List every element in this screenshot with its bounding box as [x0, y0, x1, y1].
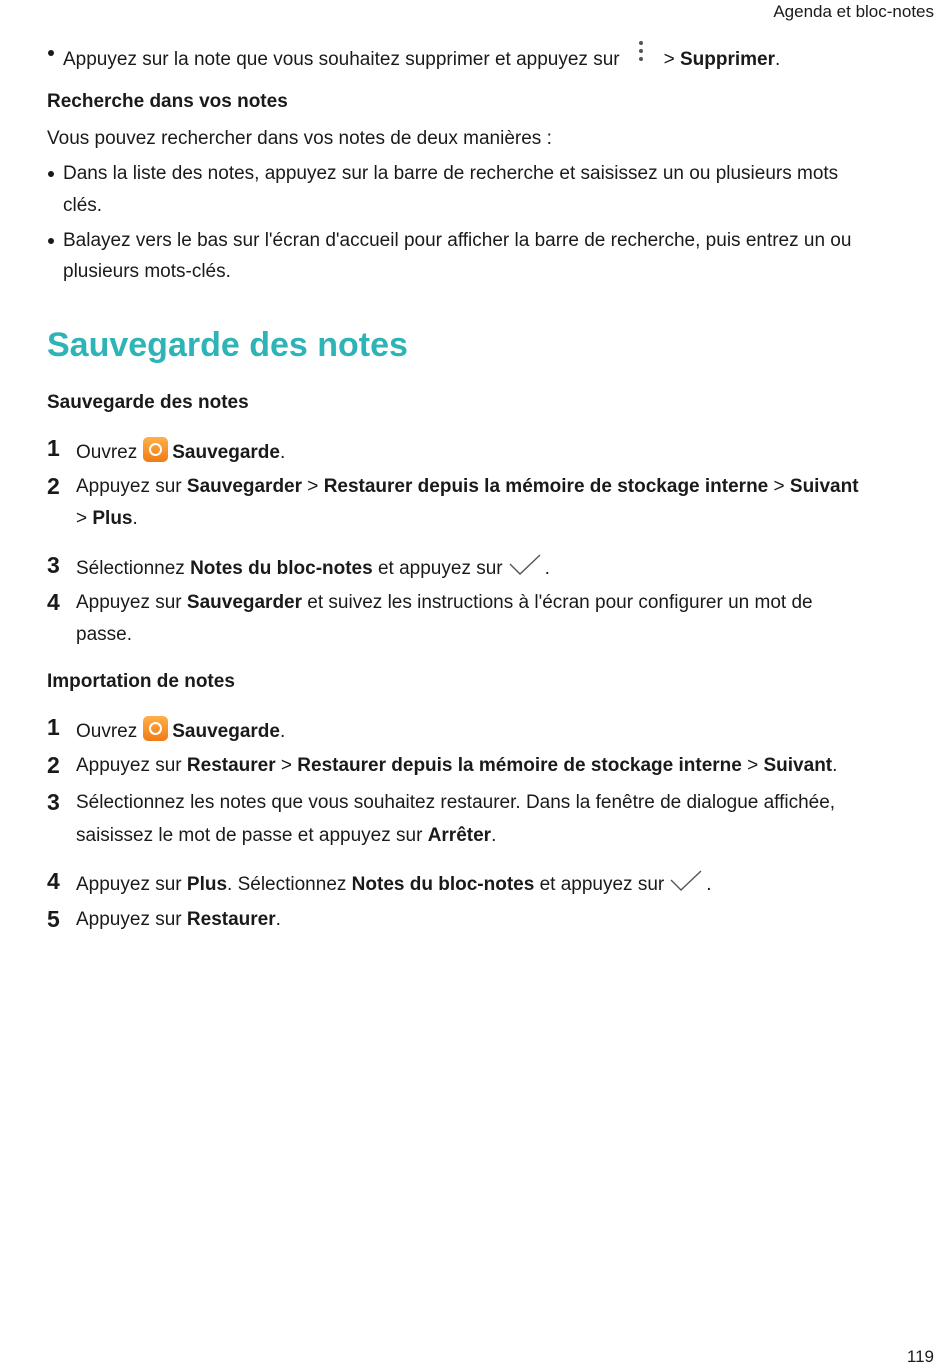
bullet-dot — [48, 50, 54, 56]
search-intro: Vous pouvez rechercher dans vos notes de deux manières : — [47, 128, 552, 149]
checkmark-icon — [509, 554, 541, 576]
section-title: Sauvegarde des notes — [47, 326, 408, 364]
import-step-1-number: 1 — [47, 714, 60, 740]
import-step-5: Appuyez sur Restaurer. — [76, 909, 281, 930]
import-step-3-number: 3 — [47, 789, 60, 815]
search-bullet-2-line-2: plusieurs mots-clés. — [63, 261, 231, 282]
backup-app-icon — [143, 716, 168, 741]
backup-step-4-line-2: passe. — [76, 624, 132, 645]
search-heading: Recherche dans vos notes — [47, 91, 288, 112]
delete-note-instruction: Appuyez sur la note que vous souhaitez supprimer et appuyez sur > Supprimer. — [63, 41, 780, 72]
backup-step-2-number: 2 — [47, 473, 60, 499]
page-number: 119 — [906, 1347, 934, 1366]
import-step-3-line-1: Sélectionnez les notes que vous souhaitez restaurer. Dans la fenêtre de dialogue affichée, — [76, 792, 836, 813]
more-vertical-icon — [636, 41, 646, 67]
delete-action-label: Supprimer — [679, 49, 776, 70]
search-bullet-2-line-1: Balayez vers le bas sur l'écran d'accueil pour afficher la barre de recherche, puis entrez un ou — [63, 230, 852, 251]
backup-step-2-line-2: > Plus. — [76, 508, 138, 529]
backup-step-1-number: 1 — [47, 435, 60, 461]
backup-step-3: Sélectionnez Notes du bloc-notes et appuyez sur . — [76, 554, 550, 581]
backup-heading: Sauvegarde des notes — [47, 392, 249, 413]
import-step-1: Ouvrez Sauvegarde. — [76, 716, 285, 744]
import-step-2-number: 2 — [47, 752, 60, 778]
bullet-dot — [48, 171, 54, 177]
import-step-4-number: 4 — [47, 868, 60, 894]
import-step-5-number: 5 — [47, 906, 60, 932]
backup-step-1: Ouvrez Sauvegarde. — [76, 437, 285, 465]
import-step-2: Appuyez sur Restaurer > Restaurer depuis la mémoire de stockage interne > Suivant. — [76, 755, 838, 776]
search-bullet-1-line-1: Dans la liste des notes, appuyez sur la barre de recherche et saisissez un ou plusieurs mots — [63, 163, 839, 184]
backup-step-2-line-1: Appuyez sur Sauvegarder > Restaurer depuis la mémoire de stockage interne > Suivant — [76, 476, 859, 497]
bullet-dot — [48, 238, 54, 244]
backup-step-3-number: 3 — [47, 552, 60, 578]
running-header: Agenda et bloc-notes — [773, 2, 934, 21]
backup-step-4-number: 4 — [47, 589, 60, 615]
search-bullet-1-line-2: clés. — [63, 195, 103, 216]
backup-step-4-line-1: Appuyez sur Sauvegarder et suivez les instructions à l'écran pour configurer un mot de — [76, 592, 813, 613]
checkmark-icon — [670, 870, 702, 892]
import-heading: Importation de notes — [47, 671, 235, 692]
import-step-3-line-2: saisissez le mot de passe et appuyez sur Arrêter. — [76, 825, 497, 846]
import-step-4: Appuyez sur Plus. Sélectionnez Notes du bloc-notes et appuyez sur . — [76, 870, 712, 897]
backup-app-icon — [143, 437, 168, 462]
